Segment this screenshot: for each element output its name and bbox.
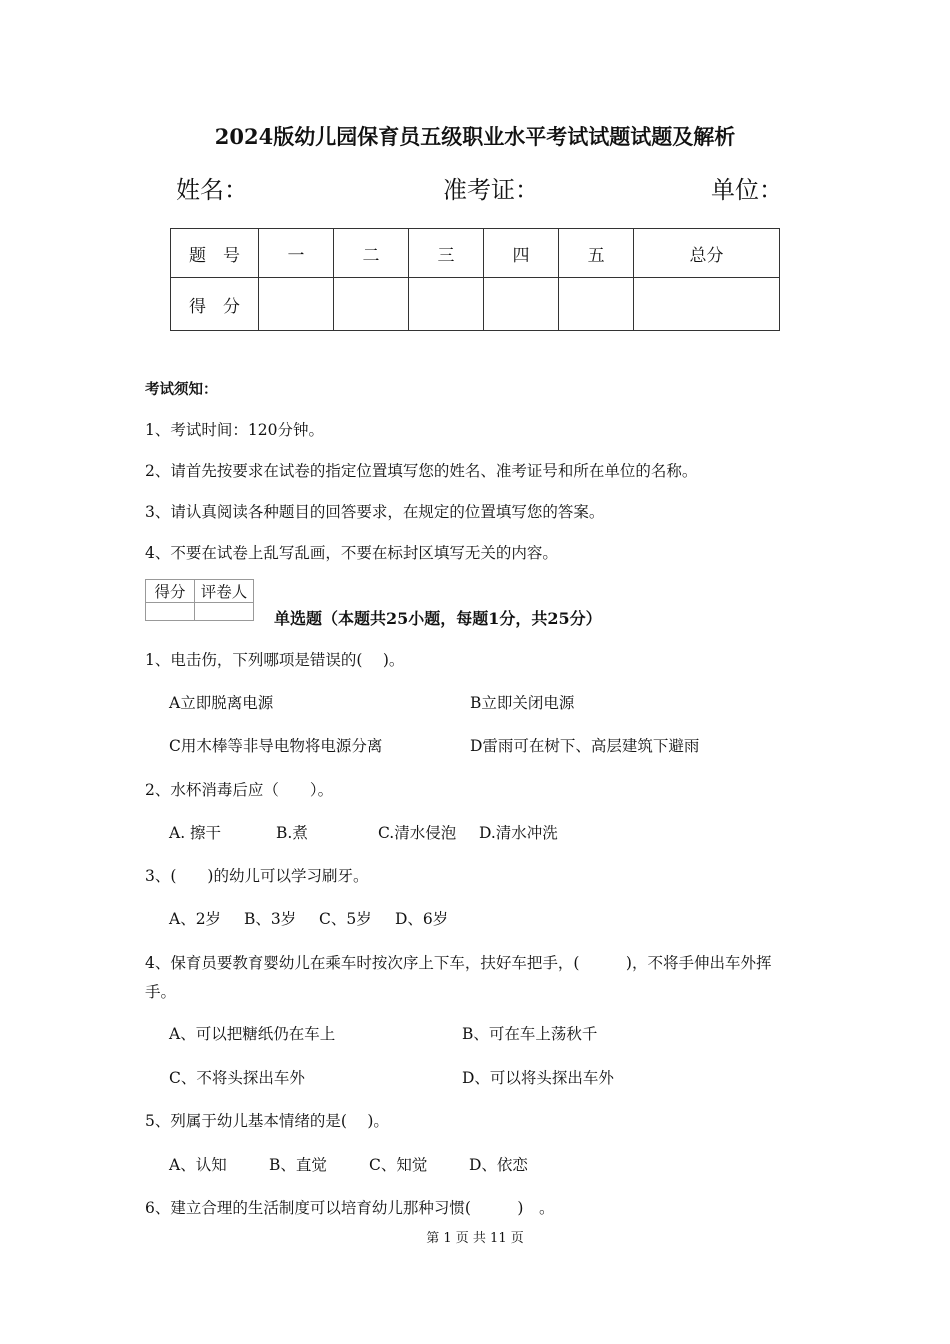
question-option[interactable]: B.煮: [276, 824, 308, 842]
question-option[interactable]: B立即关闭电源: [470, 694, 575, 712]
question-stem: 5、列属于幼儿基本情绪的是( )。: [145, 1112, 389, 1130]
notice-item: 1、考试时间：120分钟。: [145, 421, 324, 439]
grader-table: [145, 579, 254, 621]
grader-score-label: 得分: [146, 580, 195, 603]
score-cell[interactable]: [409, 278, 484, 331]
question-option[interactable]: B、3岁: [244, 910, 297, 928]
score-cell[interactable]: [259, 278, 334, 331]
score-table-header: 二: [334, 229, 409, 278]
grader-reviewer-cell[interactable]: [195, 603, 254, 621]
page-footer: 第 1 页 共 11 页: [426, 1231, 524, 1246]
question-option[interactable]: C用木棒等非导电物将电源分离: [169, 737, 383, 755]
question-option[interactable]: C.清水侵泡: [378, 824, 457, 842]
question-stem: 6、建立合理的生活制度可以培育幼儿那种习惯( ) 。: [145, 1199, 555, 1217]
question-stem: 1、电击伤，下列哪项是错误的( )。: [145, 651, 405, 669]
question-option[interactable]: A、认知: [169, 1156, 227, 1174]
score-table-header: 四: [484, 229, 559, 278]
section-title: 单选题（本题共25小题，每题1分，共25分）: [274, 609, 602, 628]
score-cell[interactable]: [559, 278, 634, 331]
exam-title: 2024版幼儿园保育员五级职业水平考试试题试题及解析: [214, 124, 736, 149]
question-stem-continued: 手。: [145, 983, 177, 1001]
question-option[interactable]: D.清水冲洗: [479, 824, 558, 842]
score-cell[interactable]: [634, 278, 780, 331]
question-option[interactable]: B、直觉: [269, 1156, 327, 1174]
notice-item: 2、请首先按要求在试卷的指定位置填写您的姓名、准考证号和所在单位的名称。: [145, 462, 698, 480]
grader-reviewer-label: 评卷人: [195, 580, 254, 603]
question-option[interactable]: C、不将头探出车外: [169, 1069, 305, 1087]
notice-item: 4、不要在试卷上乱写乱画，不要在标封区填写无关的内容。: [145, 544, 558, 562]
score-table-header: 总分: [634, 229, 780, 278]
score-table-header: 五: [559, 229, 634, 278]
exam-id-label: 准考证：: [443, 176, 539, 204]
score-cell[interactable]: [484, 278, 559, 331]
question-stem: 3、( )的幼儿可以学习刷牙。: [145, 867, 369, 885]
question-option[interactable]: D雷雨可在树下、高层建筑下避雨: [470, 737, 700, 755]
question-option[interactable]: B、可在车上荡秋千: [462, 1025, 598, 1043]
score-cell[interactable]: [334, 278, 409, 331]
score-table: [170, 228, 780, 331]
question-option[interactable]: D、6岁: [395, 910, 449, 928]
grader-score-cell[interactable]: [146, 603, 195, 621]
notice-item: 3、请认真阅读各种题目的回答要求，在规定的位置填写您的答案。: [145, 503, 605, 521]
question-option[interactable]: A. 擦干: [169, 824, 222, 842]
question-option[interactable]: C、5岁: [319, 910, 372, 928]
score-table-header: 一: [259, 229, 334, 278]
question-option[interactable]: A、可以把糖纸仍在车上: [169, 1025, 336, 1043]
unit-label: 单位：: [711, 176, 783, 204]
name-label: 姓名：: [176, 176, 248, 204]
question-option[interactable]: A立即脱离电源: [169, 694, 274, 712]
notice-heading: 考试须知：: [145, 381, 218, 398]
score-table-header: 三: [409, 229, 484, 278]
question-option[interactable]: C、知觉: [369, 1156, 428, 1174]
score-row-label: 得 分: [171, 278, 259, 331]
score-table-header: 题 号: [171, 229, 259, 278]
question-stem: 2、水杯消毒后应（ ）。: [145, 781, 334, 799]
question-option[interactable]: A、2岁: [169, 910, 222, 928]
question-option[interactable]: D、依恋: [469, 1156, 528, 1174]
question-option[interactable]: D、可以将头探出车外: [462, 1069, 614, 1087]
question-stem: 4、保育员要教育婴幼儿在乘车时按次序上下车，扶好车把手，( )，不将手伸出车外挥: [145, 954, 772, 972]
